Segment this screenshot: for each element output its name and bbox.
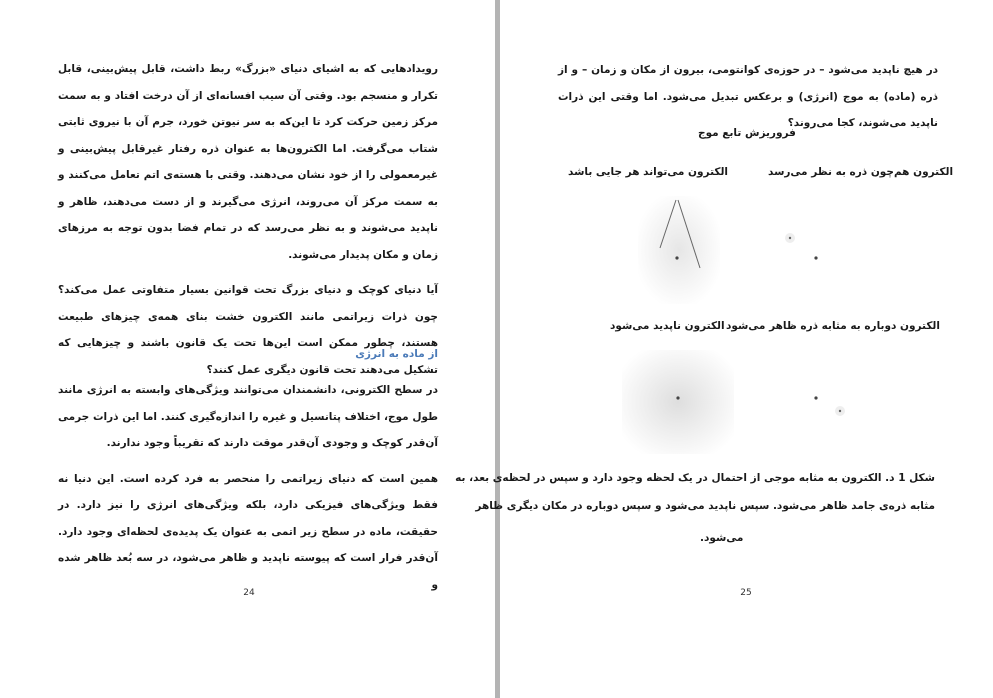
- figure-title: فروریزش تابع موج: [698, 127, 796, 139]
- section-heading: از ماده به انرژی: [355, 348, 438, 360]
- left-paragraph-2: آیا دنیای کوچک و دنیای بزرگ تحت قوانین بسیار متفاوتی عمل می‌کند؟ چون ذرات زیراتمی مانند الکترون خشت بنای همه‌ی چیزهای طبیعت هستند، چطور ممکن است این‌ها تحت یک قانون باشند و چیزهایی که تشکیل می‌دهند تحت قانون دیگری عمل کنند؟: [58, 284, 438, 376]
- panel-label-bottom-left: الکترون ناپدید می‌شود: [610, 320, 725, 332]
- left-page: [0, 0, 495, 698]
- caption-line-3: می‌شود.: [700, 532, 744, 544]
- left-paragraph-1: رویدادهایی که به اشیای دنیای «بزرگ» ربط داشت، قابل پیش‌بینی، قابل تکرار و منسجم بود. وقتی آن سیب افسانه‌ای از آن درخت افتاد و به سمت مرکز زمین حرکت کرد تا این‌که به سر نیوتن خورد، جرم آن با نیروی ثابتی شتاب می‌گرفت. اما الکترون‌ها به عنوان ذره رفتار غیرقابل پیش‌بینی و غیرمعمولی را از خود نشان می‌دهند. وقتی با هسته‌ی اتم تعامل می‌کنند و به سمت مرکز آن می‌روند، انرژی می‌گیرند و از دست می‌دهند، ظاهر و ناپدید می‌شوند و به نظر می‌رسد که در تمام فضا بدون توجه به مرزهای زمان و مکان پدیدار می‌شوند.: [58, 63, 438, 261]
- wave-vanish-panel: [622, 350, 734, 454]
- left-paragraph-3: در سطح الکترونی، دانشمندان می‌توانند ویژگی‌های وابسته به انرژی مانند طول موج، اختلاف پتانسیل و غیره را اندازه‌گیری کنند. اما این ذرات جرمی آن‌قدر کوچک و وجودی آن‌قدر موقت دارند که تقریباً وجود ندارند.: [58, 384, 438, 449]
- right-page: [455, 0, 993, 698]
- caption-line-2: مثابه ذره‌ی جامد ظاهر می‌شود. سپس ناپدید می‌شود و سپس دوباره در مکان دیگری ظاهر: [475, 500, 935, 512]
- right-page-number: 25: [740, 588, 752, 598]
- panel-label-bottom-right: الکترون دوباره به مثابه ذره ظاهر می‌شود: [726, 320, 940, 332]
- left-body-top: [58, 56, 438, 392]
- right-intro: در هیچ ناپدید می‌شود – در حوزه‌ی کوانتومی، بیرون از مکان و زمان – و از ذره (ماده) به موج (انرژی) و برعکس تبدیل می‌شود. اما وقتی این ذرات ناپدید می‌شوند، کجا می‌روند؟: [558, 64, 938, 129]
- panel-label-top-right: الکترون هم‌چون ذره به نظر می‌رسد: [768, 166, 954, 178]
- wave-spread-panel: [638, 196, 720, 304]
- particle-panel-top: [782, 196, 846, 304]
- left-page-number: 24: [243, 588, 255, 598]
- left-body-bottom: [58, 377, 438, 607]
- caption-line-1: شکل 1 د. الکترون به مثابه موجی از احتمال در یک لحظه وجود دارد و سپس در لحظه‌ی بعد، به: [455, 472, 935, 484]
- left-paragraph-4: همین است که دنیای زیراتمی را منحصر به فرد کرده است. این دنیا نه فقط ویژگی‌های فیزیکی دارد، بلکه ویژگی‌های انرژی را نیز دارد. در حقیقت، ماده در سطح زیر اتمی به عنوان یک پدیده‌ی لحظه‌ای وجود دارد. آن‌قدر فرار است که پیوسته ناپدید و ظاهر می‌شود، در سه بُعد ظاهر شده و: [58, 472, 438, 591]
- panel-label-top-left: الکترون می‌تواند هر جایی باشد: [568, 166, 728, 178]
- particle-panel-bottom: [800, 380, 860, 430]
